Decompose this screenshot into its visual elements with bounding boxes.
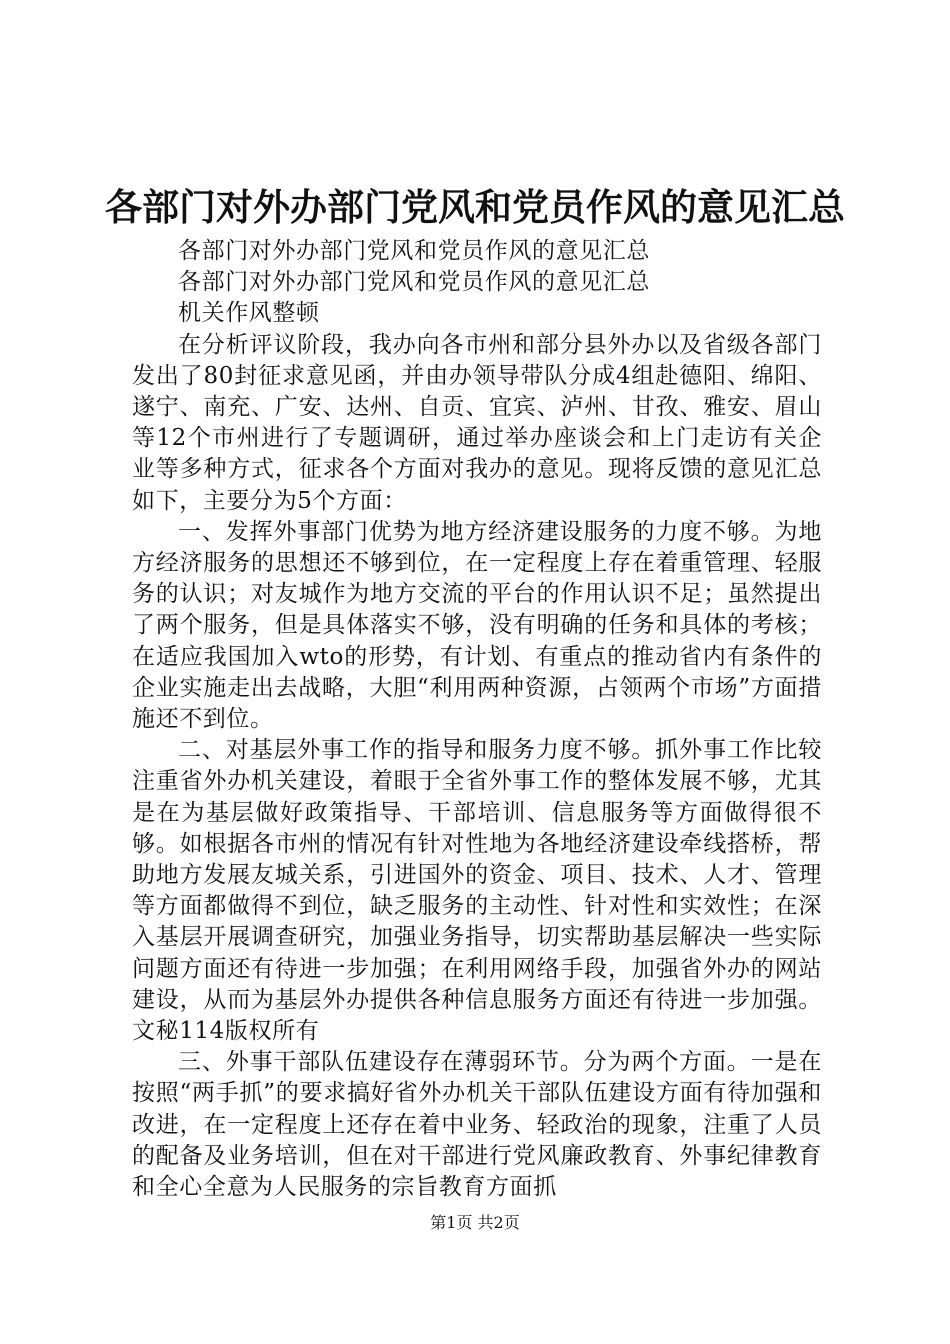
paragraph: 一、发挥外事部门优势为地方经济建设服务的力度不够。为地方经济服务的思想还不够到位，在一定程度上存在着重管理、轻服务的认识；对友城作为地方交流的平台的作用认识不足；虽然提出了两个服务，但是具体落实不够，没有明确的任务和具体的考核；在适应我国加入wto的形势，有计划、有重点的推动省内有条件的企业实施走出去战略，大胆“利用两种资源，占领两个市场”方面措施还不到位。 [132, 518, 822, 733]
page-number: 第1页 [430, 1213, 473, 1232]
paragraph: 各部门对外办部门党风和党员作风的意见汇总 [178, 269, 650, 296]
page-title: 各部门对外办部门党风和党员作风的意见汇总 [105, 185, 845, 229]
page-footer [0, 1213, 950, 1233]
paragraph: 二、对基层外事工作的指导和服务力度不够。抓外事工作比较注重省外办机关建设，着眼于全省外事工作的整体发展不够，尤其是在为基层做好政策指导、干部培训、信息服务等方面做得很不够。如根据各市州的情况有针对性地为各地经济建设牵线搭桥，帮助地方发展友城关系，引进国外的资金、项目、技术、人才、管理等方面都做得不到位，缺乏服务的主动性、针对性和实效性；在深入基层开展调查研究，加强业务指导，切实帮助基层解决一些实际问题方面还有待进一步加强；在利用网络手段，加强省外办的网站建设，从而为基层外办提供各种信息服务方面还有待进一步加强。文秘114版权所有 [132, 737, 822, 1045]
page-total: 共2页 [477, 1213, 520, 1232]
document-body [132, 236, 822, 1203]
paragraph: 在分析评议阶段，我办向各市州和部分县外办以及省级各部门发出了80封征求意见函，并由办领导带队分成4组赴德阳、绵阳、遂宁、南充、广安、达州、自贡、宜宾、泸州、甘孜、雅安、眉山等12个市州进行了专题调研，通过举办座谈会和上门走访有关企业等多种方式，征求各个方面对我办的意见。现将反馈的意见汇总如下，主要分为5个方面： [132, 331, 822, 514]
paragraph: 各部门对外办部门党风和党员作风的意见汇总 [178, 238, 650, 264]
paragraph: 机关作风整顿 [178, 300, 320, 327]
paragraph: 三、外事干部队伍建设存在薄弱环节。分为两个方面。一是在按照“两手抓”的要求搞好省外办机关干部队伍建设方面有待加强和改进，在一定程度上还存在着中业务、轻政治的现象，注重了人员的配备及业务培训，但在对干部进行党风廉政教育、外事纪律教育和全心全意为人民服务的宗旨教育方面抓 [132, 1049, 822, 1201]
